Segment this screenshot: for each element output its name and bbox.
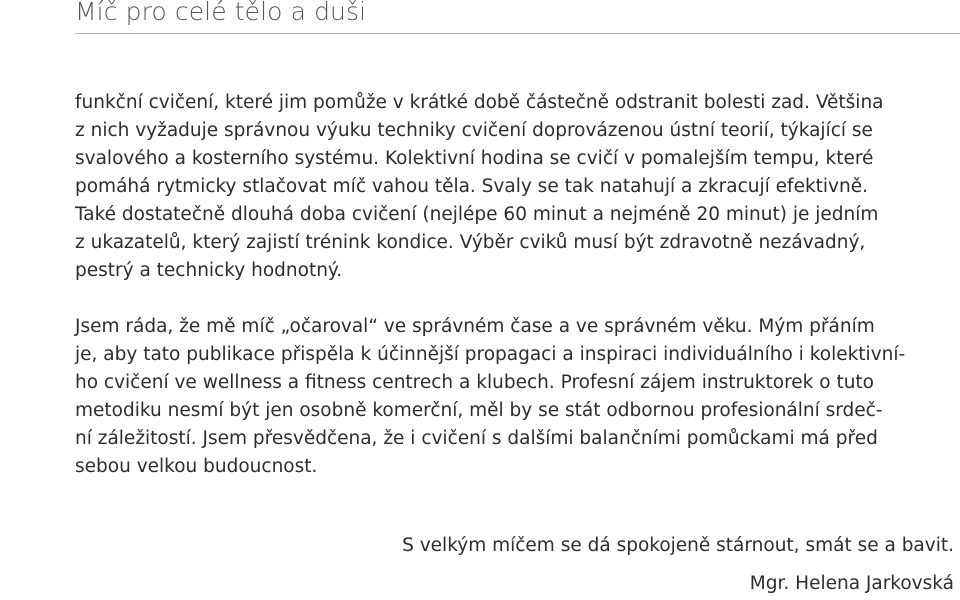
paragraph-line: ho cvičení ve wellness a fitness centrech a klubech. Profesní zájem instruktorek o tuto	[75, 372, 875, 393]
paragraph-line: pestrý a technicky hodnotný.	[75, 260, 343, 281]
paragraph-line: svalového a kosterního systému. Kolektivní hodina se cvičí v pomalejším tempu, které	[75, 148, 874, 169]
paragraph-line: je, aby tato publikace přispěla k účinnější propagaci a inspiraci individuálního i kolektivní-	[75, 344, 906, 365]
paragraph-line: z ukazatelů, který zajistí trénink kondice. Výběr cviků musí být zdravotně nezávadný,	[75, 232, 866, 253]
paragraph-line: Jsem ráda, že mě míč „očaroval“ ve správném čase a ve správném věku. Mým přáním	[75, 316, 875, 337]
page-title: Míč pro celé tělo a duši	[75, 0, 367, 26]
paragraph-line: funkční cvičení, které jim pomůže v krátké době částečně odstranit bolesti zad. Většina	[75, 92, 884, 113]
paragraph-line: sebou velkou budoucnost.	[75, 456, 318, 477]
paragraph-line: ní záležitostí. Jsem přesvědčena, že i cvičení s dalšími balančními pomůckami má před	[75, 428, 878, 449]
paragraph-line: metodiku nesmí být jen osobně komerční, měl by se stát odbornou profesionální srdeč-	[75, 400, 883, 421]
author-signature: Mgr. Helena Jarkovská	[749, 573, 954, 594]
paragraph-line: Také dostatečně dlouhá doba cvičení (nejlépe 60 minut a nejméně 20 minut) je jedním	[75, 204, 879, 225]
paragraph-1	[75, 89, 960, 285]
closing-sentence: S velkým míčem se dá spokojeně stárnout, smát se a bavit.	[402, 535, 954, 556]
paragraph-line: pomáhá rytmicky stlačovat míč vahou těla. Svaly se tak natahují a zkracují efektivně.	[75, 176, 868, 197]
paragraph-2	[75, 313, 960, 481]
title-underline	[75, 33, 960, 34]
paragraph-line: z nich vyžaduje správnou výuku techniky cvičení doprovázenou ústní teorií, týkající se	[75, 120, 873, 141]
